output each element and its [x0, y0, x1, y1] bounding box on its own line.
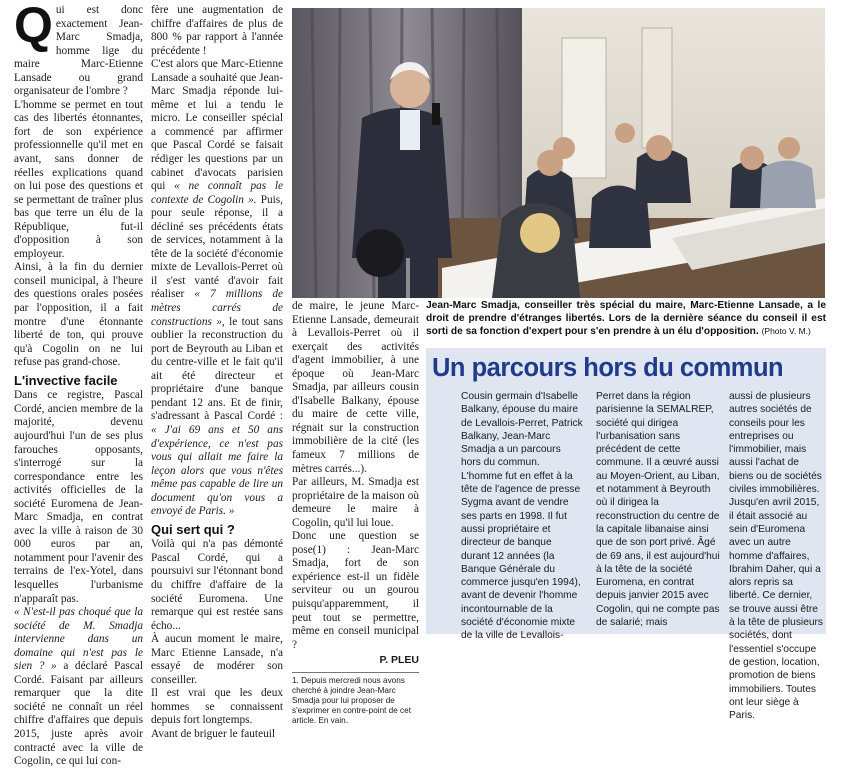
paragraph-text: Puis, pour seule réponse, il a décliné ses précédents états de services, notamment à la tête de la société d'économie mixte de Levallois-Perret où il s'est vanté d'avoir fait réaliser — [151, 193, 283, 301]
caption-text: Jean-Marc Smadja, conseiller très spécial du maire, Marc-Etienne Lansade, a le droit de prendre d'étranges libertés. Lors de la dernière séance du conseil il est sorti de sa fonction d'expert pour s'en prendre à un élu d'opposition. — [426, 300, 826, 338]
paragraph: Ainsi, à la fin du dernier conseil municipal, à l'heure des questions orales posées par l'opposition, il a fait montre d'une étonnante liberté de ton, qui prouve qu'à Cogolin on ne lui refuse pas grand-chose. — [14, 261, 143, 369]
photo-credit: (Photo V. M.) — [761, 326, 811, 337]
subheading: L'invective facile — [14, 372, 118, 388]
article-column-3 — [292, 300, 419, 726]
sidebar-column-2 — [596, 390, 721, 629]
subheading: Qui sert qui ? — [151, 521, 235, 537]
quote: « J'ai 69 ans et 50 ans d'expérience, ce n'est pas vous qui allait me faire la leçon alors que vous n'êtes même pas capable de lire un document qu'on vous a envoyé de Paris. » — [151, 423, 283, 518]
photo-caption — [426, 300, 826, 339]
quote: « 7 millions de mètres carrés de constructions », — [151, 288, 283, 328]
footnote: 1. Depuis mercredi nous avons cherché à joindre Jean-Marc Smadja pour lui proposer de s'exprimer en contre-point de cet article. En vain. — [292, 672, 419, 726]
paragraph: À aucun moment le maire, Marc Etienne Lansade, n'a essayé de modérer son conseiller. — [151, 633, 283, 686]
sidebar-column-1 — [461, 390, 583, 643]
intro-text: ui est donc exactement Jean-Marc Smadja, homme lige du maire Marc-Etienne Lansade ou grand organisateur de l'ombre ? — [14, 4, 143, 98]
paragraph-text: C'est alors que Marc-Etienne Lansade a souhaité que Jean-Marc Smadja réponde lui-même et lui a tendu le micro. Le conseiller spécial a commencé par affirmer que Pascal Cordé se faisait rédiger les questions par un cabinet d'avocats parisien qui — [151, 58, 283, 193]
quote: « ne connaît pas le contexte de Cogolin ». — [151, 180, 283, 206]
author-signature: P. PLEU — [379, 654, 419, 667]
council-meeting-photo — [292, 8, 825, 298]
sidebar-text: aussi de plusieurs autres sociétés de conseils pour les entreprises ou l'immobilier, mais aussi l'achat de biens ou de sociétés civiles immobilières. Jusqu'en avril 2015, il était associé au sein d'Euromena avec un autre homme d'affaires, Ibrahim Daher, qui a alors repris sa liberté. Ce dernier, se trouve aussi être à la tête de plusieurs sociétés, dont l'essentiel s'occupe de gestion, location, promotion de biens immobiliers. Toutes ont leur siège à Paris. — [729, 391, 824, 722]
paragraph-text: le tout sans oublier la reconstruction du port de Beyrouth au Liban et du centre-ville et le fait qu'il ait été directeur et propriétaire d'une banque pendant 12 ans. Et de finir, s'adressant à Pascal Cordé : — [151, 315, 283, 423]
paragraph: Donc une question se pose(1) : Jean-Marc Smadja, fort de son expérience est-il un fidèle serviteur ou un gourou puisqu'apparemment, il peut tout se permettre, même en conseil municipal ? — [292, 530, 419, 651]
sidebar-box — [426, 348, 826, 722]
paragraph: Voilà qui n'a pas démonté Pascal Cordé, qui a poursuivi sur l'étonnant bond du chiffre d'affaire de la société Euromena. Une remarque qui est restée sans écho... — [151, 538, 283, 632]
paragraph: L'homme se permet en tout cas des libertés étonnantes, fort de son expérience professionnelle qu'il met en avant, sans donner de réelles explications quand on lui pose des questions et se permettant de traîner plus bas que terre un élu de la République, fut-il d'opposition à son employeur. — [14, 98, 143, 260]
paragraph — [151, 58, 283, 519]
article-photo — [292, 8, 825, 298]
paragraph: Dans ce registre, Pascal Cordé, ancien membre de la majorité, devenu aujourd'hui l'un de ses plus farouches opposants, s'interrogé sur la correspondance entre les activités officielles de la société Euromena de Jean-Marc Smadja, en contrat avec la ville à raison de 30 000 euros par an, notamment pour l'avenir des terrains de l'ex-Yotel, dans lesquelles l'urbanisme n'apparaît pas. — [14, 389, 143, 605]
sidebar-text: Perret dans la région parisienne la SEMALREP, société qui dirigea l'urbanisation sans précédent de cette commune. Il a œuvré aussi au Moyen-Orient, au Liban, et notamment à Beyrouth où il dirigea la reconstruction du centre de la capitale libanaise ainsi que de son port privé. Âgé de 69 ans, il est aujourd'hui à la tête de la société Euromena, en contrat depuis janvier 2015 avec Cogolin, qui ne compte pas de salarié; mais — [596, 391, 720, 629]
sidebar-column-3 — [729, 390, 824, 722]
paragraph-text: a déclaré Pascal Cordé. Faisant par ailleurs remarquer que la dite société ne connaît un réel chiffre d'affaires que depuis 2015, juste après avoir contracté avec la ville de Cogolin, ce qui lui con- — [14, 660, 143, 768]
paragraph: de maire, le jeune Marc-Etienne Lansade, demeurait à Levallois-Perret où il exerçait des activités d'agent immobilier, à une époque où Jean-Marc Smadja, par ailleurs cousin d'Isabelle Balkany, épouse du maire de cette ville, régnait sur la construction immobilière de la cité (les fameux 7 millions de mètres carrés...). — [292, 300, 419, 475]
sidebar-title: Un parcours hors du commun — [432, 354, 784, 382]
paragraph: Avant de briguer le fauteuil — [151, 727, 276, 740]
paragraph: Par ailleurs, M. Smadja est propriétaire de la maison où demeure le maire à Cogolin, qu'il lui loue. — [292, 476, 419, 529]
article-column-1 — [14, 0, 143, 769]
paragraph: fère une augmentation de chiffre d'affaires de plus de 800 % par rapport à l'année précédente ! — [151, 4, 283, 57]
paragraph — [14, 606, 143, 769]
article-column-2 — [151, 4, 283, 742]
quote: « N'est-il pas choqué que la société de M. Smadja intervienne dans un domaine qui n'est pas le sien ? » — [14, 606, 143, 673]
paragraph — [14, 0, 143, 99]
paragraph: Il est vrai que les deux hommes se connaissent depuis fort longtemps. — [151, 687, 283, 727]
sidebar-text: Cousin germain d'Isabelle Balkany, épouse du maire de Levallois-Perret, Patrick Balkany, Jean-Marc Smadja a un parcours hors du commun. L'homme fut en effet à la tête de l'agence de presse Sygma avant de vendre ses parts en 1998. Il fut aussi propriétaire et directeur de banque durant 12 années (la Banque Générale du commerce jusqu'en 1994), avant de devenir l'homme incontournable de la société d'économie mixte de la ville de Levallois- — [461, 391, 583, 642]
drop-cap: Q — [14, 0, 53, 53]
